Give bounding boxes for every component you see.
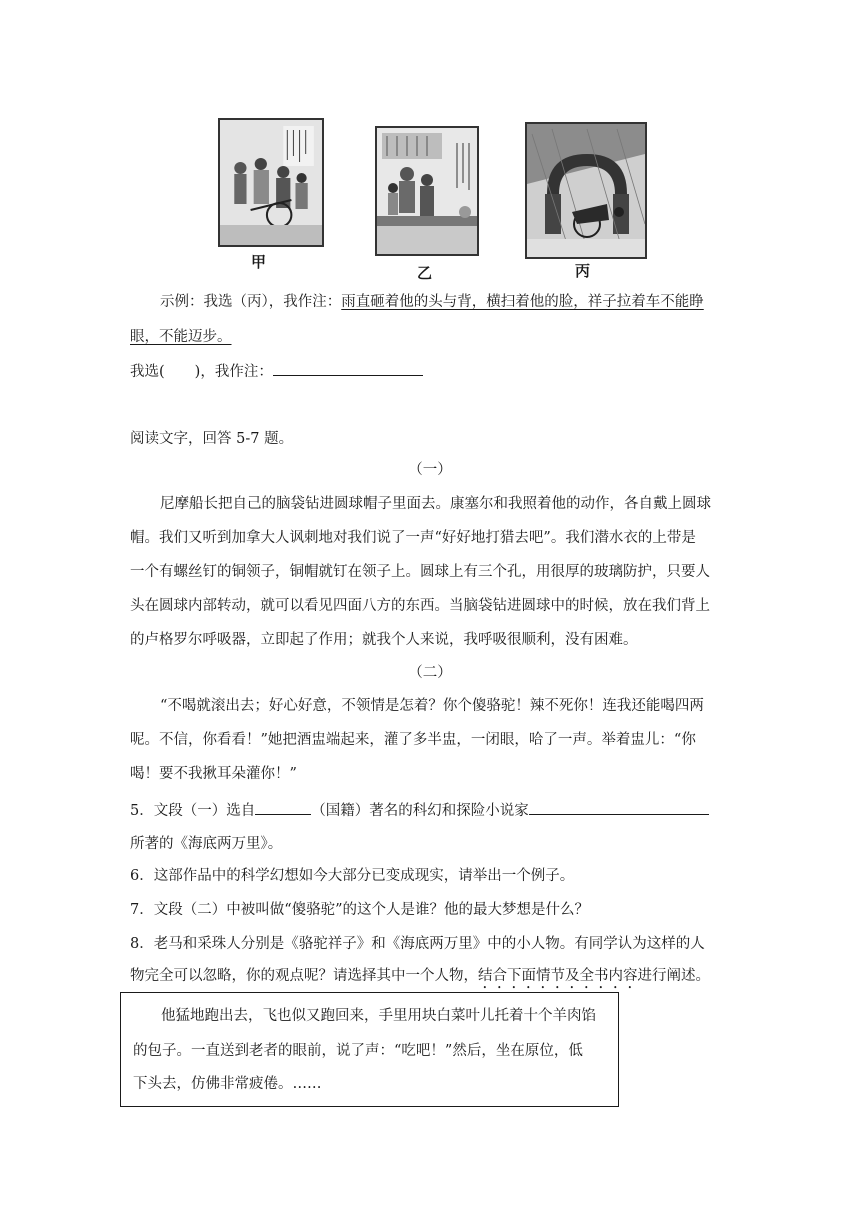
q5-text-a: 5．文段（一）选自 bbox=[130, 803, 256, 819]
figure-label-jia: 甲 bbox=[251, 253, 267, 271]
answer-prompt-part1: 我选( bbox=[130, 364, 165, 380]
reading-intro: 阅读文字，回答 5-7 题。 bbox=[130, 431, 294, 447]
excerpt-line: 他猛地跑出去，飞也似又跑回来，手里用块白菜叶儿托着十个羊肉馅 bbox=[161, 1008, 596, 1024]
choice-blank[interactable] bbox=[165, 362, 195, 376]
nationality-blank[interactable] bbox=[255, 800, 311, 815]
example-prefix: 示例：我选（丙），我作注： bbox=[160, 294, 342, 310]
section1-line: 尼摩船长把自己的脑袋钻进圆球帽子里面去。康塞尔和我照着他的动作，各自戴上圆球 bbox=[160, 496, 711, 512]
question-8-line1: 8．老马和采珠人分别是《骆驼祥子》和《海底两万里》中的小人物。有同学认为这样的人 bbox=[130, 936, 705, 952]
section2-line: 呢。不信，你看看！”她把酒盅端起来，灌了多半盅，一闭眼，哈了一声。举着盅儿：“你 bbox=[130, 732, 696, 748]
figure-label-yi: 乙 bbox=[417, 264, 433, 282]
answer-prompt-part2: )，我作注： bbox=[194, 364, 273, 380]
figure-label-bing: 丙 bbox=[575, 262, 591, 280]
section1-line: 头在圆球内部转动，就可以看见四面八方的东西。当脑袋钻进圆球中的时候，放在我们背上 bbox=[130, 598, 710, 614]
illustration-bing bbox=[525, 122, 647, 259]
question-5-cont: 所著的《海底两万里》。 bbox=[130, 836, 283, 852]
q8-text-c: 进行阐述。 bbox=[637, 968, 710, 984]
section2-line: “不喝就滚出去；好心好意，不领情是怎着？你个傻骆驼！辣不死你！连我还能喝四两 bbox=[160, 698, 704, 714]
section1-line: 的卢格罗尔呼吸器，立即起了作用；就我个人来说，我呼吸很顺利，没有困难。 bbox=[130, 632, 638, 648]
question-7: 7．文段（二）中被叫做“傻骆驼”的这个人是谁？他的最大梦想是什么？ bbox=[130, 902, 590, 918]
question-8-line2 bbox=[130, 966, 730, 992]
question-6: 6．这部作品中的科学幻想如今大部分已变成现实，请举出一个例子。 bbox=[130, 868, 575, 884]
illustration-yi bbox=[375, 126, 479, 256]
q5-text-b: （国籍）著名的科幻和探险小说家 bbox=[311, 803, 529, 819]
example-annotation-1: 雨直砸着他的头与背，横扫着他的脸，祥子拉着车不能睁 bbox=[341, 294, 704, 310]
excerpt-line: 的包子。一直送到老者的眼前，说了声：“吃吧！”然后，坐在原位，低 bbox=[133, 1043, 583, 1059]
answer-prompt bbox=[130, 361, 730, 382]
example-line-1 bbox=[160, 292, 760, 312]
q8-emphasis: 结合下面情节及全书内容 bbox=[478, 968, 638, 984]
section1-line: 帽。我们又听到加拿大人讽刺地对我们说了一声“好好地打猎去吧”。我们潜水衣的上带是 bbox=[130, 530, 696, 546]
example-annotation-2: 眼，不能迈步。 bbox=[130, 329, 232, 345]
section1-heading: （一） bbox=[408, 462, 452, 478]
illustration-jia bbox=[218, 118, 324, 247]
excerpt-box bbox=[120, 992, 619, 1107]
section2-heading: （二） bbox=[408, 665, 452, 681]
excerpt-line: 下头去，仿佛非常疲倦。…… bbox=[133, 1076, 322, 1092]
example-line-2 bbox=[130, 327, 730, 347]
section1-line: 一个有螺丝钉的铜领子，铜帽就钉在领子上。圆球上有三个孔，用很厚的玻璃防护，只要人 bbox=[130, 564, 710, 580]
question-5 bbox=[130, 800, 730, 821]
annotation-blank[interactable] bbox=[273, 361, 423, 376]
section2-line: 喝！要不我揪耳朵灌你！” bbox=[130, 766, 297, 782]
author-blank[interactable] bbox=[529, 800, 709, 815]
q8-text-a: 物完全可以忽略，你的观点呢？请选择其中一个人物， bbox=[130, 968, 478, 984]
